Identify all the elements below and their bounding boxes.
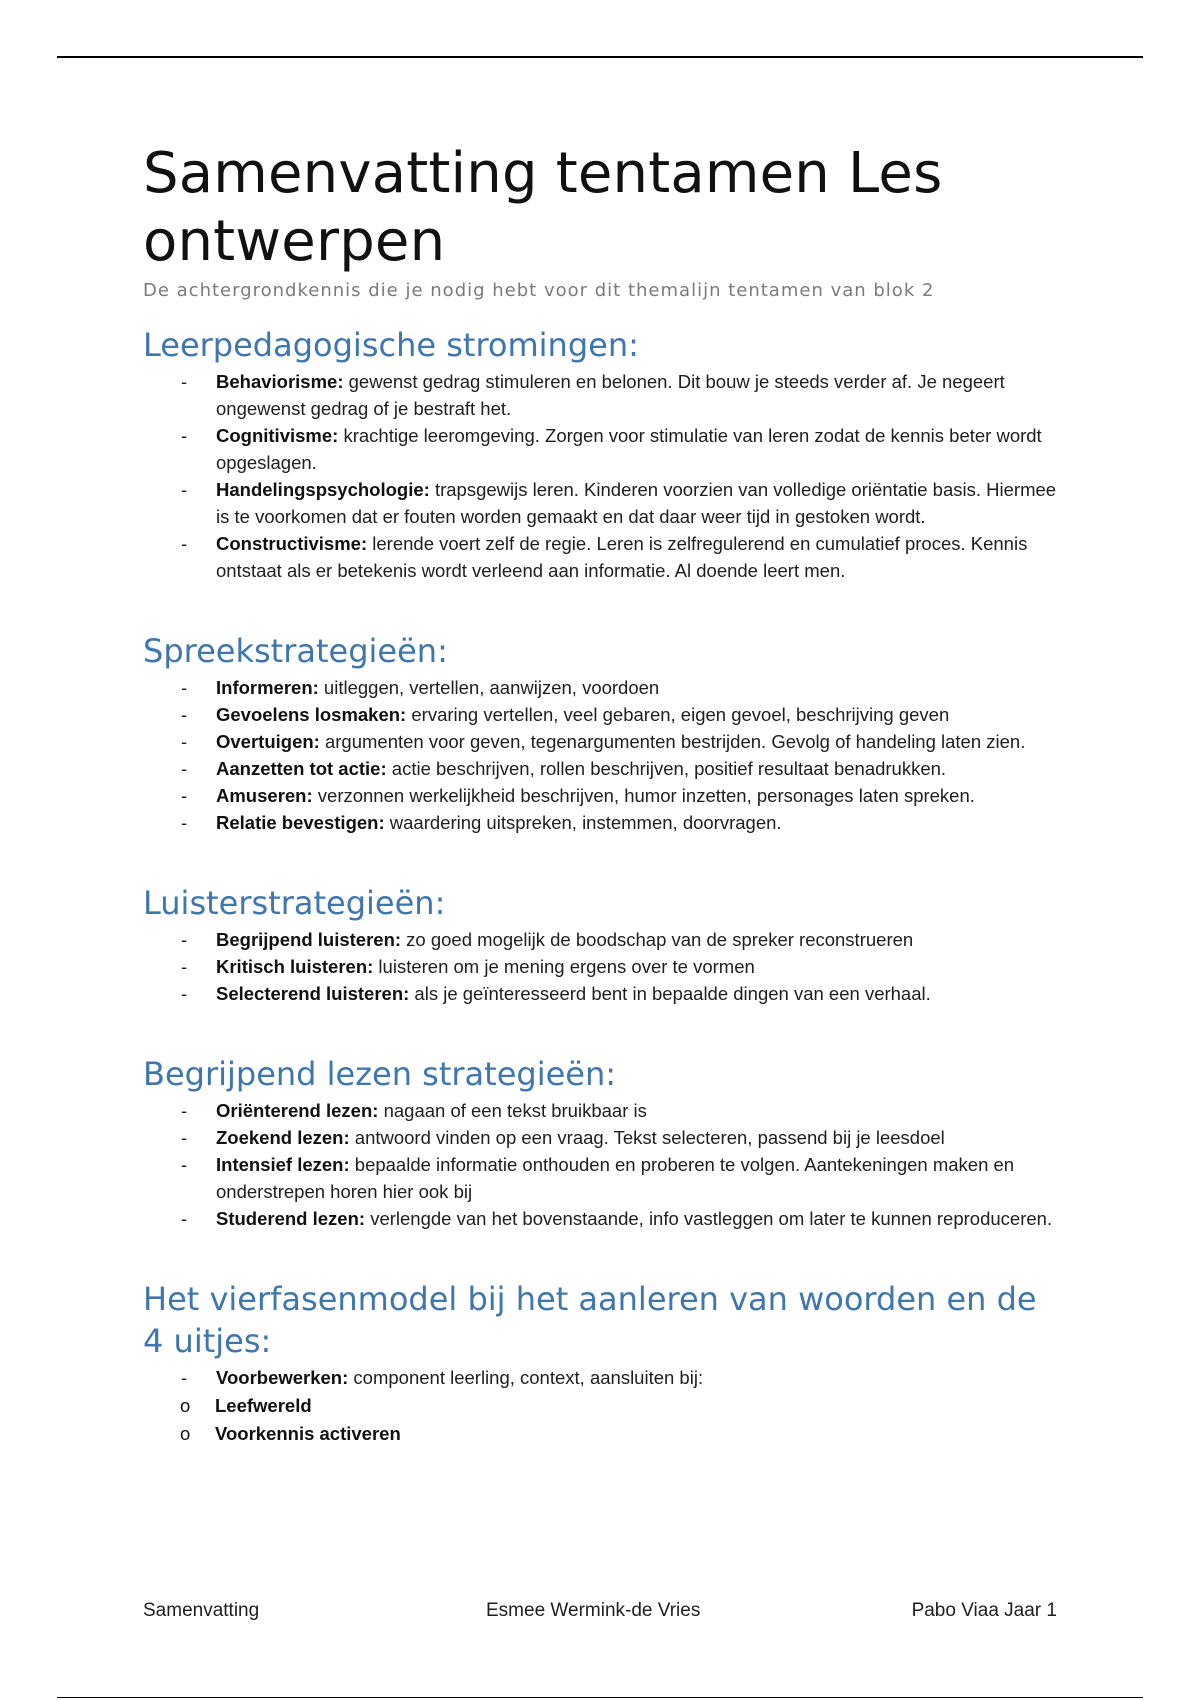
section-spreekstrategieen <box>143 630 1063 836</box>
list-item <box>143 476 1063 530</box>
list-item-term: Constructivisme: <box>216 533 368 554</box>
list-item-text: verzonnen werkelijkheid beschrijven, humor inzetten, personages laten spreken. <box>312 785 975 806</box>
list-item <box>143 755 1063 782</box>
list-item <box>143 368 1063 422</box>
sub-list-item <box>143 1392 1063 1420</box>
list-item-text: uitleggen, vertellen, aanwijzen, voordoen <box>318 677 660 698</box>
list-item-term: Kritisch luisteren: <box>216 956 374 977</box>
page-content <box>143 140 1063 1448</box>
dash-bullet: - <box>181 704 188 725</box>
list-item <box>143 809 1063 836</box>
list-item <box>143 701 1063 728</box>
list-item <box>143 1097 1063 1124</box>
dash-bullet: - <box>181 983 188 1004</box>
bullet-list <box>143 1364 1063 1448</box>
list-item <box>143 674 1063 701</box>
list-item-text: bepaalde informatie onthouden en proberen te volgen. Aantekeningen maken en onderstrepen horen hier ook bij <box>216 1154 1015 1202</box>
list-item <box>143 1124 1063 1151</box>
list-item-term: Studerend lezen: <box>216 1208 366 1229</box>
list-item-text: component leerling, context, aansluiten bij: <box>348 1367 704 1388</box>
dash-bullet: - <box>181 1208 188 1229</box>
sub-list-item-text: Leefwereld <box>215 1395 312 1416</box>
list-item-text: actie beschrijven, rollen beschrijven, positief resultaat benadrukken. <box>386 758 947 779</box>
section-heading: Het vierfasenmodel bij het aanleren van woorden en de 4 uitjes: <box>143 1280 1037 1360</box>
list-item-text: trapsgewijs leren. Kinderen voorzien van volledige oriëntatie basis. Hiermee is te voorkomen dat er fouten worden gemaakt en dat daar weer tijd in gestoken wordt. <box>216 479 1057 527</box>
bullet-list <box>143 368 1063 584</box>
list-item-text: verlengde van het bovenstaande, info vastleggen om later te kunnen reproduceren. <box>365 1208 1053 1229</box>
document-title: Samenvatting tentamen Les ontwerpen <box>143 141 943 274</box>
dash-bullet: - <box>181 1367 188 1388</box>
bullet-list <box>143 1097 1063 1232</box>
section-heading: Spreekstrategieën: <box>143 632 448 670</box>
list-item <box>143 530 1063 584</box>
list-item-term: Voorbewerken: <box>216 1367 349 1388</box>
section-begrijpend-lezen <box>143 1053 1063 1232</box>
list-item-term: Informeren: <box>216 677 319 698</box>
section-heading: Leerpedagogische stromingen: <box>143 326 639 364</box>
list-item-text: argumenten voor geven, tegenargumenten bestrijden. Gevolg of handeling laten zien. <box>319 731 1026 752</box>
list-item-text: krachtige leeromgeving. Zorgen voor stimulatie van leren zodat de kennis beter wordt opgeslagen. <box>216 425 1042 473</box>
document-subtitle: De achtergrondkennis die je nodig hebt voor dit themalijn tentamen van blok 2 <box>143 280 935 301</box>
list-item-term: Gevoelens losmaken: <box>216 704 407 725</box>
list-item-term: Overtuigen: <box>216 731 320 752</box>
list-item <box>143 926 1063 953</box>
dash-bullet: - <box>181 731 188 752</box>
dash-bullet: - <box>181 677 188 698</box>
footer-right-text: Pabo Viaa Jaar 1 <box>911 1600 1057 1621</box>
list-item-term: Zoekend lezen: <box>216 1127 350 1148</box>
sub-list-item <box>143 1420 1063 1448</box>
footer-left-text: Samenvatting <box>143 1600 260 1621</box>
footer-author: Esmee Wermink-de Vries <box>486 1600 701 1621</box>
dash-bullet: - <box>181 425 188 446</box>
sub-list <box>143 1392 1063 1448</box>
list-item-text: als je geïnteresseerd bent in bepaalde dingen van een verhaal. <box>409 983 931 1004</box>
list-item <box>143 782 1063 809</box>
section-vierfasenmodel <box>143 1278 1063 1448</box>
dash-bullet: - <box>181 758 188 779</box>
circle-bullet: o <box>180 1395 191 1416</box>
dash-bullet: - <box>181 956 188 977</box>
dash-bullet: - <box>181 1127 188 1148</box>
list-item-text: lerende voert zelf de regie. Leren is zelfregulerend en cumulatief proces. Kennis ontstaat als er betekenis wordt verleend aan informatie. Al doende leert men. <box>216 533 1028 581</box>
list-item-term: Behaviorisme: <box>216 371 344 392</box>
list-item <box>143 422 1063 476</box>
dash-bullet: - <box>181 929 188 950</box>
section-luisterstrategieen <box>143 882 1063 1007</box>
dash-bullet: - <box>181 533 188 554</box>
dash-bullet: - <box>181 785 188 806</box>
list-item-term: Oriënterend lezen: <box>216 1100 379 1121</box>
list-item <box>143 1205 1063 1232</box>
list-item-text: gewenst gedrag stimuleren en belonen. Dit bouw je steeds verder af. Je negeert ongewenst gedrag of je bestraft het. <box>216 371 1005 419</box>
footer-rule <box>57 1697 1143 1698</box>
list-item <box>143 728 1063 755</box>
list-item-term: Aanzetten tot actie: <box>216 758 387 779</box>
list-item-term: Amuseren: <box>216 785 313 806</box>
list-item-text: ervaring vertellen, veel gebaren, eigen gevoel, beschrijving geven <box>406 704 950 725</box>
list-item-term: Handelingspsychologie: <box>216 479 430 500</box>
dash-bullet: - <box>181 812 188 833</box>
dash-bullet: - <box>181 1100 188 1121</box>
list-item-term: Intensief lezen: <box>216 1154 350 1175</box>
list-item <box>143 980 1063 1007</box>
bullet-list <box>143 674 1063 836</box>
list-item-text: antwoord vinden op een vraag. Tekst selecteren, passend bij je leesdoel <box>349 1127 945 1148</box>
section-heading: Luisterstrategieën: <box>143 884 446 922</box>
dash-bullet: - <box>181 1154 188 1175</box>
page-footer <box>143 1600 1057 1630</box>
list-item-term: Relatie bevestigen: <box>216 812 385 833</box>
list-item <box>143 1364 1063 1448</box>
dash-bullet: - <box>181 371 188 392</box>
list-item-term: Cognitivisme: <box>216 425 339 446</box>
list-item-term: Selecterend luisteren: <box>216 983 410 1004</box>
section-heading: Begrijpend lezen strategieën: <box>143 1055 617 1093</box>
header-rule <box>57 56 1143 58</box>
list-item-text: zo goed mogelijk de boodschap van de spreker reconstrueren <box>401 929 914 950</box>
list-item-term: Begrijpend luisteren: <box>216 929 402 950</box>
bullet-list <box>143 926 1063 1007</box>
list-item-text: nagaan of een tekst bruikbaar is <box>378 1100 647 1121</box>
dash-bullet: - <box>181 479 188 500</box>
list-item-text: waardering uitspreken, instemmen, doorvragen. <box>384 812 782 833</box>
list-item <box>143 953 1063 980</box>
list-item <box>143 1151 1063 1205</box>
section-leerpedagogische-stromingen <box>143 324 1063 584</box>
sub-list-item-text: Voorkennis activeren <box>215 1423 401 1444</box>
circle-bullet: o <box>180 1423 191 1444</box>
list-item-text: luisteren om je mening ergens over te vormen <box>373 956 755 977</box>
